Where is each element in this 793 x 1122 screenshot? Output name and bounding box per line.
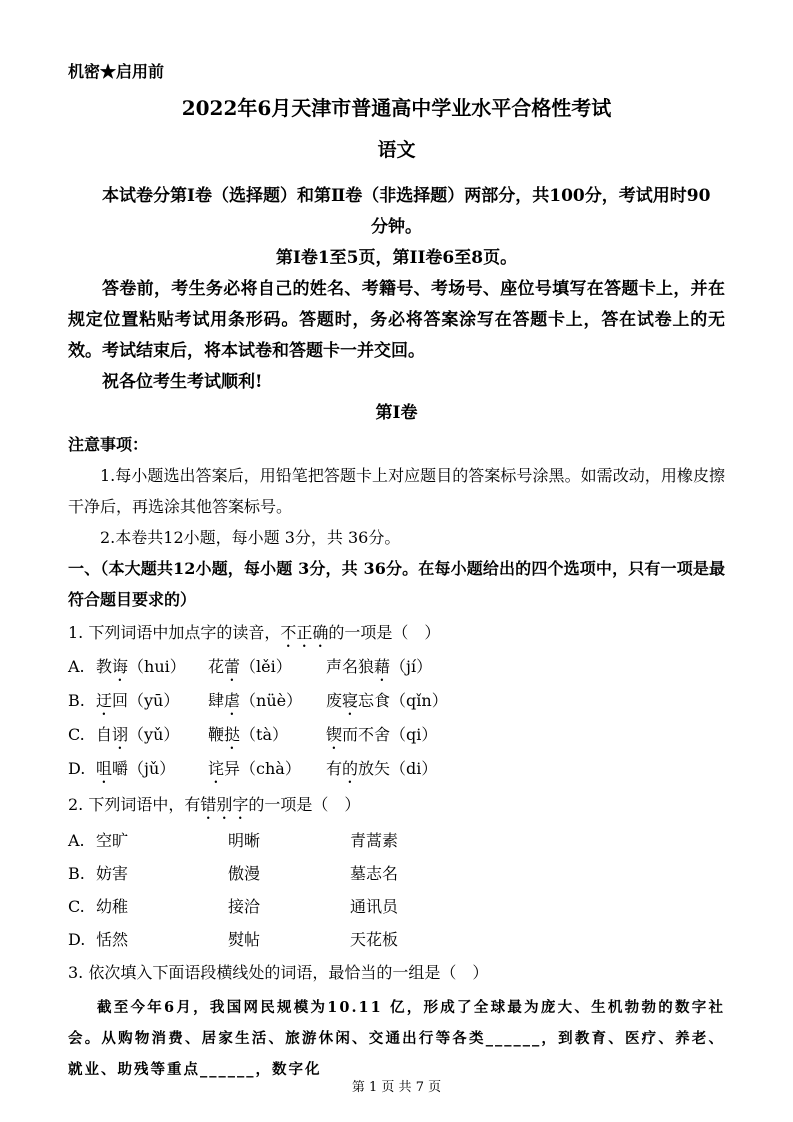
question-1-stem: 1. 下列词语中加点字的读音，不正确的一项是（ ）: [68, 623, 441, 642]
question-3-stem: 3. 依次填入下面语段横线处的词语，最恰当的一组是（ ）: [68, 963, 489, 982]
option-word: 墓志名: [350, 864, 399, 883]
exam-subject: 语文: [377, 139, 416, 161]
option-word: 妨害: [96, 864, 129, 883]
page-number: 第 1 页 共 7 页: [351, 1080, 442, 1095]
option-word: 青蒿素: [350, 831, 399, 850]
part1-title: 第Ⅰ卷: [375, 403, 418, 423]
exam-instructions: 答卷前，考生务必将自己的姓名、考籍号、考场号、座位号填写在答题卡上，并在规定位置粘贴考试用条形码。答题时，务必将答案涂写在答题卡上，答在试卷上的无效。考试结束后，将本试卷和答题卡一并交回。: [68, 279, 725, 361]
wish-line: 祝各位考生考试顺利!: [102, 372, 263, 392]
option-label: B.: [68, 691, 85, 710]
notes-heading: 注意事项：: [68, 435, 149, 454]
option-word: 咀嚼（jǔ）: [96, 759, 176, 778]
question-3-passage: 截至今年6月，我国网民规模为10.11 亿，形成了全球最为庞大、生机勃勃的数字社会。从购物消费、居家生活、旅游休闲、交通出行等各类______，到教育、医疗、养老、就业、助残等重点______，数字化: [68, 999, 725, 1078]
question-2-option-a: [68, 825, 725, 856]
exam-title: 2022年6月天津市普通高中学业水平合格性考试: [181, 96, 612, 120]
option-word: 声名狼藉（jí）: [326, 657, 433, 676]
preamble-line-2: 分钟。: [371, 217, 422, 237]
option-word: 锲而不舍（qi）: [326, 725, 438, 744]
question-2-option-b: [68, 858, 725, 889]
section-1-heading: 一、（本大题共12小题，每小题 3分，共 36分。在每小题给出的四个选项中，只有一项是最符合题目要求的）: [68, 559, 725, 609]
option-word: 自诩（yǔ）: [96, 725, 180, 744]
option-label: A.: [68, 657, 85, 676]
pages-info: 第Ⅰ卷1至5页，第II卷6至8页。: [275, 248, 518, 268]
option-label: A.: [68, 831, 85, 850]
option-word: 有的放矢（di）: [326, 759, 438, 778]
question-1-option-d: [68, 753, 725, 787]
option-word: 接洽: [228, 897, 261, 916]
option-label: B.: [68, 864, 85, 883]
option-word: 恬然: [96, 930, 129, 949]
question-1-option-a: [68, 651, 725, 685]
option-word: 熨帖: [228, 930, 261, 949]
option-word: 鞭挞（tà）: [208, 725, 289, 744]
option-word: 空旷: [96, 831, 129, 850]
question-2-option-c: [68, 891, 725, 922]
question-1-options: [68, 651, 725, 787]
option-word: 诧异（chà）: [208, 759, 301, 778]
note-1: 1.每小题选出答案后，用铅笔把答题卡上对应题目的答案标号涂黑。如需改动，用橡皮擦干净后，再选涂其他答案标号。: [68, 466, 725, 516]
option-word: 废寝忘食（qǐn）: [326, 691, 448, 710]
question-2-stem: 2. 下列词语中，有错别字的一项是（ ）: [68, 795, 361, 814]
question-2-option-d: [68, 924, 725, 955]
option-word: 天花板: [350, 930, 399, 949]
option-label: C.: [68, 725, 85, 744]
option-word: 傲漫: [228, 864, 261, 883]
option-word: 教诲（hui）: [96, 657, 186, 676]
option-word: 幼稚: [96, 897, 129, 916]
option-word: 明晰: [228, 831, 261, 850]
preamble-line-1: 本试卷分第Ⅰ卷（选择题）和第Ⅱ卷（非选择题）两部分，共100分，考试用时90: [102, 186, 711, 206]
option-label: D.: [68, 759, 86, 778]
question-1-option-c: [68, 719, 725, 753]
option-word: 肆虐（nüè）: [208, 691, 303, 710]
classification-label: 机密★启用前: [68, 62, 165, 81]
question-1-option-b: [68, 685, 725, 719]
option-word: 通讯员: [350, 897, 399, 916]
option-label: C.: [68, 897, 85, 916]
note-2: 2.本卷共12小题，每小题 3分，共 36分。: [100, 528, 401, 547]
question-2-options: [68, 825, 725, 955]
option-word: 花蕾（lěi）: [208, 657, 292, 676]
option-label: D.: [68, 930, 86, 949]
option-word: 迂回（yū）: [96, 691, 180, 710]
